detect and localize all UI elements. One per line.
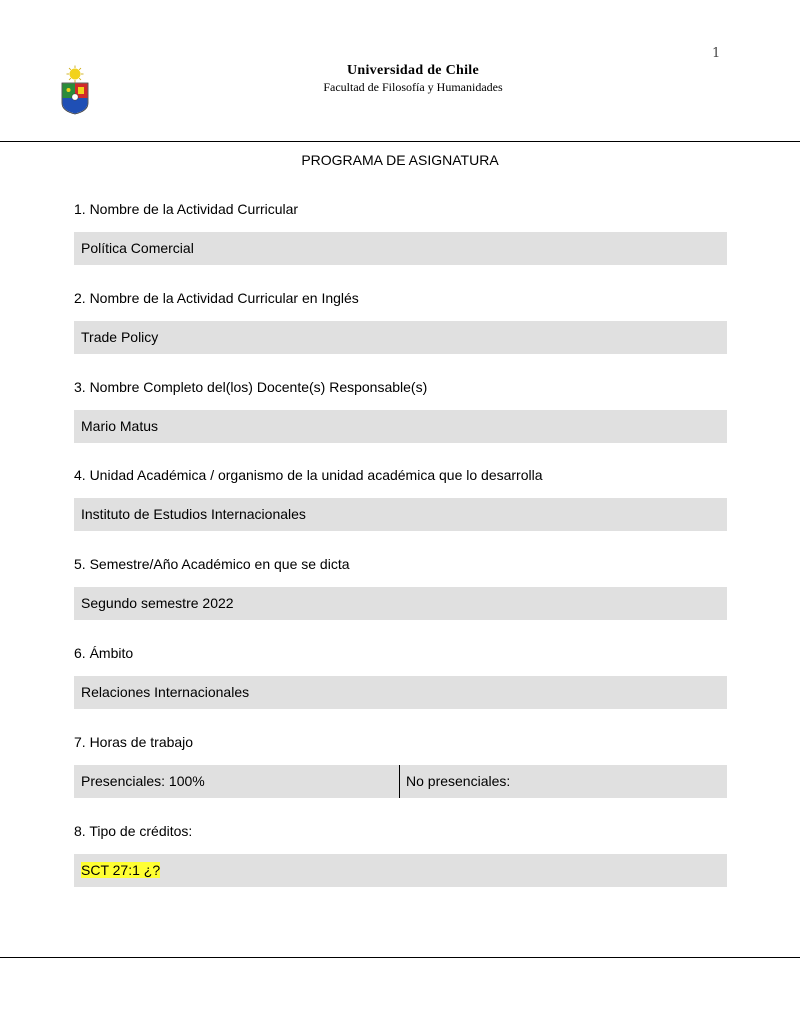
section-label: 2. Nombre de la Actividad Curricular en Inglés xyxy=(74,290,359,306)
section-value: Mario Matus xyxy=(74,410,727,443)
section-instructors xyxy=(74,378,727,443)
credits-value-highlight: SCT 27:1 ¿? xyxy=(81,862,161,878)
section-activity-name-english xyxy=(74,289,727,354)
university-name: Universidad de Chile xyxy=(346,63,479,78)
section-credits xyxy=(74,822,727,887)
section-academic-unit xyxy=(74,466,727,531)
section-work-hours xyxy=(74,733,727,798)
section-value: Relaciones Internacionales xyxy=(74,676,727,709)
faculty-name: Facultad de Filosofía y Humanidades xyxy=(323,80,503,94)
non-presencial-hours: No presenciales: xyxy=(406,773,511,789)
footer-divider xyxy=(0,957,800,958)
section-semester xyxy=(74,555,727,620)
section-value: Política Comercial xyxy=(74,232,727,265)
document-title: PROGRAMA DE ASIGNATURA xyxy=(301,152,499,168)
section-label: 3. Nombre Completo del(los) Docente(s) Responsable(s) xyxy=(74,379,428,395)
section-label: 5. Semestre/Año Académico en que se dicta xyxy=(74,556,350,572)
section-value xyxy=(74,854,727,887)
section-value: Instituto de Estudios Internacionales xyxy=(74,498,727,531)
work-hours-row xyxy=(74,765,727,798)
page-header xyxy=(0,63,800,95)
header-divider xyxy=(0,141,800,142)
presencial-hours: Presenciales: 100% xyxy=(74,765,400,798)
section-label: 4. Unidad Académica / organismo de la unidad académica que lo desarrolla xyxy=(74,467,543,483)
section-label: 7. Horas de trabajo xyxy=(74,734,194,750)
section-value: Trade Policy xyxy=(74,321,727,354)
section-activity-name xyxy=(74,200,727,265)
section-scope xyxy=(74,644,727,709)
section-label: 1. Nombre de la Actividad Curricular xyxy=(74,201,299,217)
section-value: Segundo semestre 2022 xyxy=(74,587,727,620)
section-label: 6. Ámbito xyxy=(74,645,134,661)
section-label: 8. Tipo de créditos: xyxy=(74,823,193,839)
page-number: 1 xyxy=(712,46,721,61)
